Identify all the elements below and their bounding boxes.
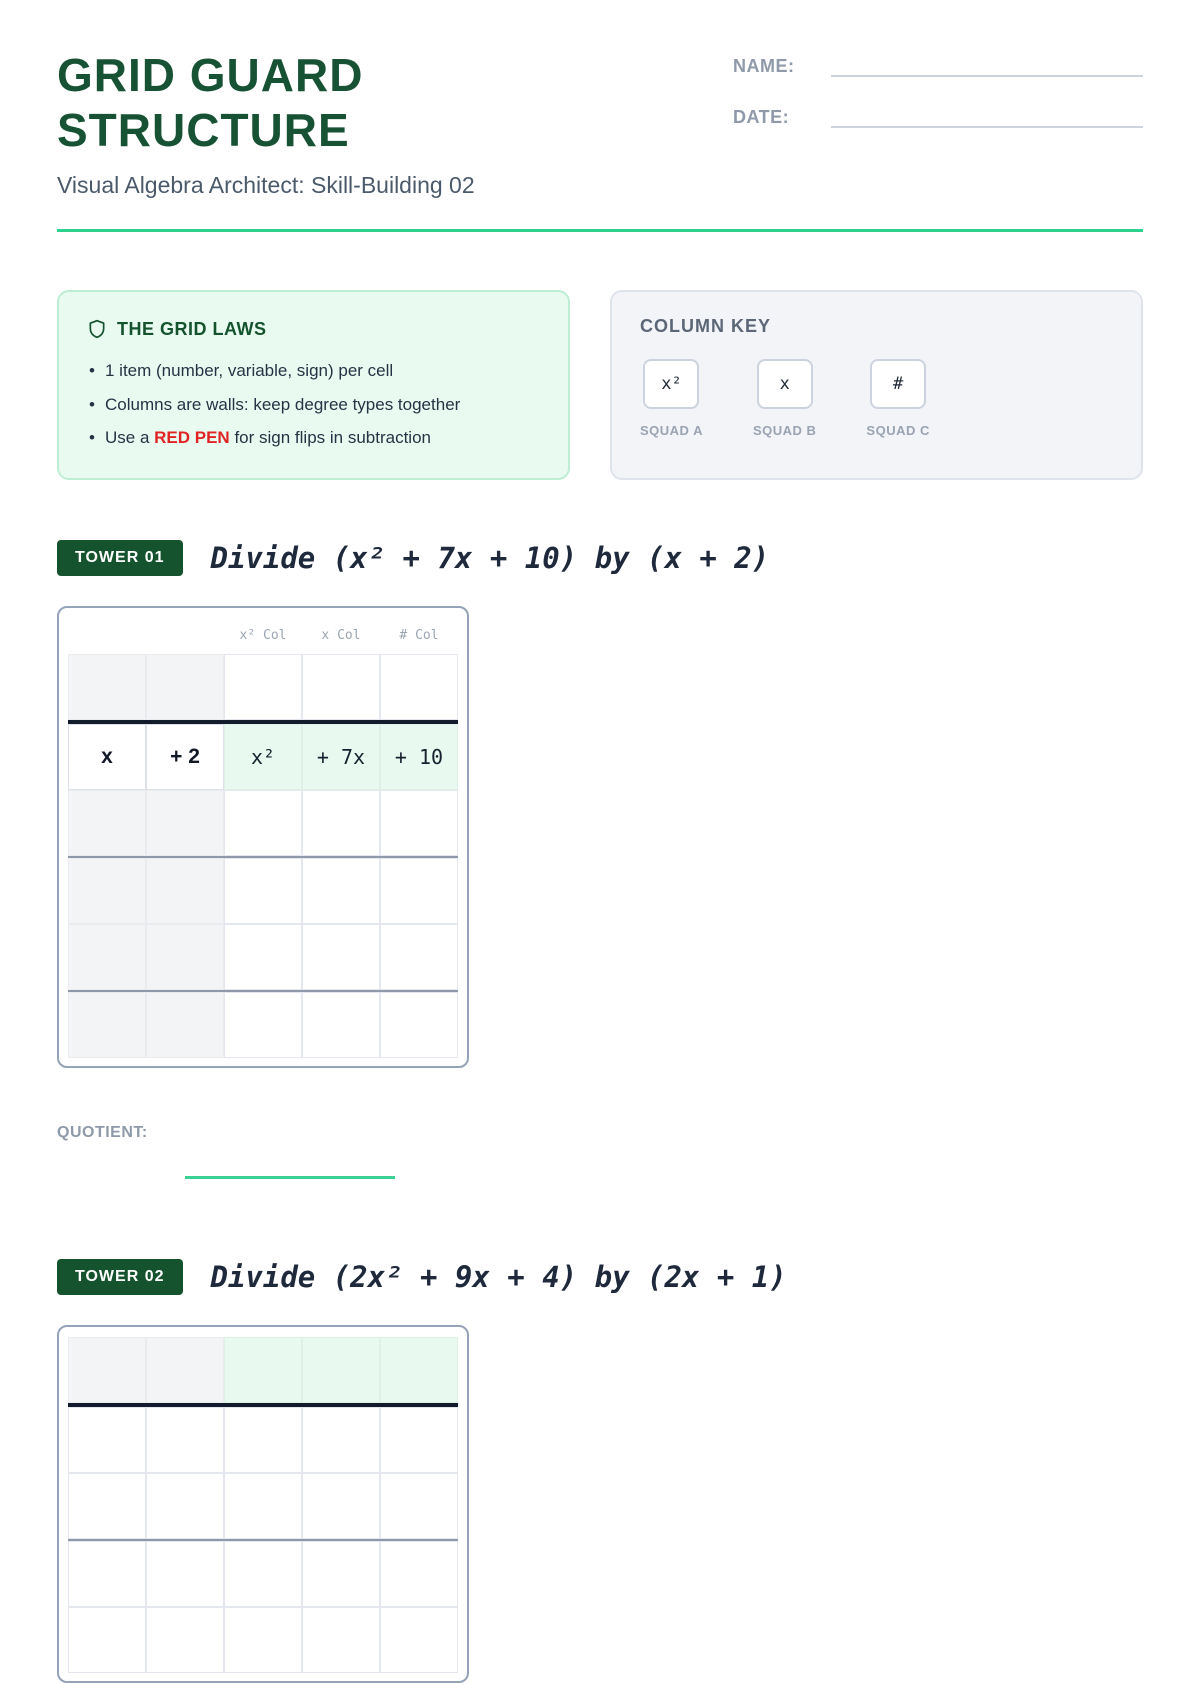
work-cell[interactable] <box>380 1407 458 1473</box>
key-symbol-box <box>643 359 699 409</box>
work-cell[interactable] <box>224 1407 302 1473</box>
key-item-squad-c <box>866 359 929 438</box>
work-cell[interactable] <box>68 1407 146 1473</box>
date-line[interactable] <box>831 108 1143 128</box>
grid-cell-empty[interactable] <box>146 992 224 1058</box>
work-cell[interactable] <box>224 1473 302 1539</box>
work-cell[interactable] <box>224 1607 302 1673</box>
work-cell[interactable] <box>380 992 458 1058</box>
rule-text-post: for sign flips in subtraction <box>229 427 431 447</box>
column-key-panel <box>610 290 1143 479</box>
dividend-cell[interactable] <box>380 1337 458 1403</box>
quotient-cell[interactable] <box>380 654 458 720</box>
work-cell[interactable] <box>380 1473 458 1539</box>
dividend-cell[interactable] <box>302 1337 380 1403</box>
grid-laws-rule: • Columns are walls: keep degree types together <box>87 388 540 421</box>
grid-cell-empty[interactable] <box>146 790 224 856</box>
tower-02-badge: TOWER 02 <box>57 1259 183 1295</box>
key-symbol-box <box>870 359 926 409</box>
key-item-squad-a <box>640 359 703 438</box>
key-label: SQUAD A <box>640 423 703 439</box>
grid-laws-panel <box>57 290 570 479</box>
work-cell[interactable] <box>146 1407 224 1473</box>
key-symbol: x² <box>661 374 682 395</box>
work-cell[interactable] <box>68 1607 146 1673</box>
grid-laws-list <box>87 354 540 453</box>
work-cell[interactable] <box>146 1473 224 1539</box>
grid-col-header-x2: x² Col <box>239 628 287 644</box>
grid-laws-title-row <box>87 318 540 340</box>
red-pen-highlight: RED PEN <box>154 427 230 447</box>
dividend-cell: x² <box>224 724 302 790</box>
quotient-label: QUOTIENT: <box>57 1123 148 1141</box>
key-symbol: x <box>779 374 790 395</box>
grid-cell-empty[interactable] <box>68 1337 146 1403</box>
work-cell[interactable] <box>380 1607 458 1673</box>
grid-cell-empty[interactable] <box>68 858 146 924</box>
grid-col-header-num: # Col <box>399 628 439 644</box>
work-cell[interactable] <box>302 858 380 924</box>
info-panels <box>57 290 1143 479</box>
grid-cell-empty[interactable] <box>68 790 146 856</box>
grid-cell-empty[interactable] <box>68 654 146 720</box>
title-line-1: GRID GUARD <box>57 49 364 101</box>
grid-laws-rule: • 1 item (number, variable, sign) per cell <box>87 354 540 387</box>
name-line[interactable] <box>831 57 1143 77</box>
tower-02-division-grid <box>57 1325 469 1683</box>
grid-laws-title: THE GRID LAWS <box>117 318 267 339</box>
quotient-cell[interactable] <box>224 654 302 720</box>
name-label: NAME: <box>733 56 795 76</box>
grid-laws-rule <box>87 421 540 454</box>
grid-cell-empty[interactable] <box>68 924 146 990</box>
page-subtitle: Visual Algebra Architect: Skill-Building 02 <box>57 172 475 199</box>
key-label: SQUAD B <box>752 423 817 439</box>
work-cell[interactable] <box>302 1407 380 1473</box>
name-field-row <box>733 56 1143 77</box>
grid-col-header-spacer <box>146 618 224 654</box>
shield-icon <box>87 318 107 340</box>
grid-cell-empty[interactable] <box>146 1337 224 1403</box>
divisor-cell: + 2 <box>146 724 224 790</box>
work-cell[interactable] <box>302 992 380 1058</box>
work-cell[interactable] <box>146 1541 224 1607</box>
work-cell[interactable] <box>224 924 302 990</box>
work-cell[interactable] <box>224 858 302 924</box>
work-cell[interactable] <box>68 1541 146 1607</box>
work-cell[interactable] <box>224 790 302 856</box>
key-symbol: # <box>893 374 904 395</box>
column-key-title: COLUMN KEY <box>640 316 771 337</box>
tower-02-header <box>57 1259 1143 1295</box>
date-label: DATE: <box>733 107 790 127</box>
grid-cell-empty[interactable] <box>68 992 146 1058</box>
quotient-answer-line[interactable] <box>185 1176 395 1179</box>
quotient-block <box>57 1124 1143 1179</box>
rule-text-pre: Use a <box>105 427 155 447</box>
work-cell[interactable] <box>302 790 380 856</box>
work-cell[interactable] <box>302 1473 380 1539</box>
key-label: SQUAD C <box>866 423 930 439</box>
work-cell[interactable] <box>380 1541 458 1607</box>
grid-cell-empty[interactable] <box>146 858 224 924</box>
work-cell[interactable] <box>224 992 302 1058</box>
dividend-cell[interactable] <box>224 1337 302 1403</box>
work-cell[interactable] <box>302 924 380 990</box>
header-divider <box>57 229 1143 232</box>
key-symbol-box <box>757 359 813 409</box>
work-cell[interactable] <box>302 1607 380 1673</box>
tower-01-badge: TOWER 01 <box>57 540 183 576</box>
tower-01-problem: Divide (x² + 7x + 10) by (x + 2) <box>210 540 770 575</box>
tower-01-division-grid <box>57 606 469 1068</box>
name-date-fields <box>733 48 1143 158</box>
divisor-cell: x <box>68 724 146 790</box>
page-title <box>57 48 363 158</box>
tower-02-problem: Divide (2x² + 9x + 4) by (2x + 1) <box>210 1259 787 1294</box>
header <box>57 48 1143 158</box>
work-cell[interactable] <box>380 858 458 924</box>
work-cell[interactable] <box>146 1607 224 1673</box>
grid-cell-empty[interactable] <box>146 924 224 990</box>
column-key-items <box>640 359 1113 438</box>
work-cell[interactable] <box>68 1473 146 1539</box>
quotient-cell[interactable] <box>302 654 380 720</box>
date-field-row <box>733 107 1143 128</box>
grid-col-header-x: x Col <box>321 628 361 644</box>
work-cell[interactable] <box>380 790 458 856</box>
key-item-squad-b <box>753 359 816 438</box>
work-cell[interactable] <box>380 924 458 990</box>
title-line-2: STRUCTURE <box>57 104 350 157</box>
work-cell[interactable] <box>224 1541 302 1607</box>
dividend-cell: + 10 <box>380 724 458 790</box>
grid-cell-empty[interactable] <box>146 654 224 720</box>
grid-col-header-spacer <box>68 618 146 654</box>
tower-01-header <box>57 540 1143 576</box>
dividend-cell: + 7x <box>302 724 380 790</box>
work-cell[interactable] <box>302 1541 380 1607</box>
